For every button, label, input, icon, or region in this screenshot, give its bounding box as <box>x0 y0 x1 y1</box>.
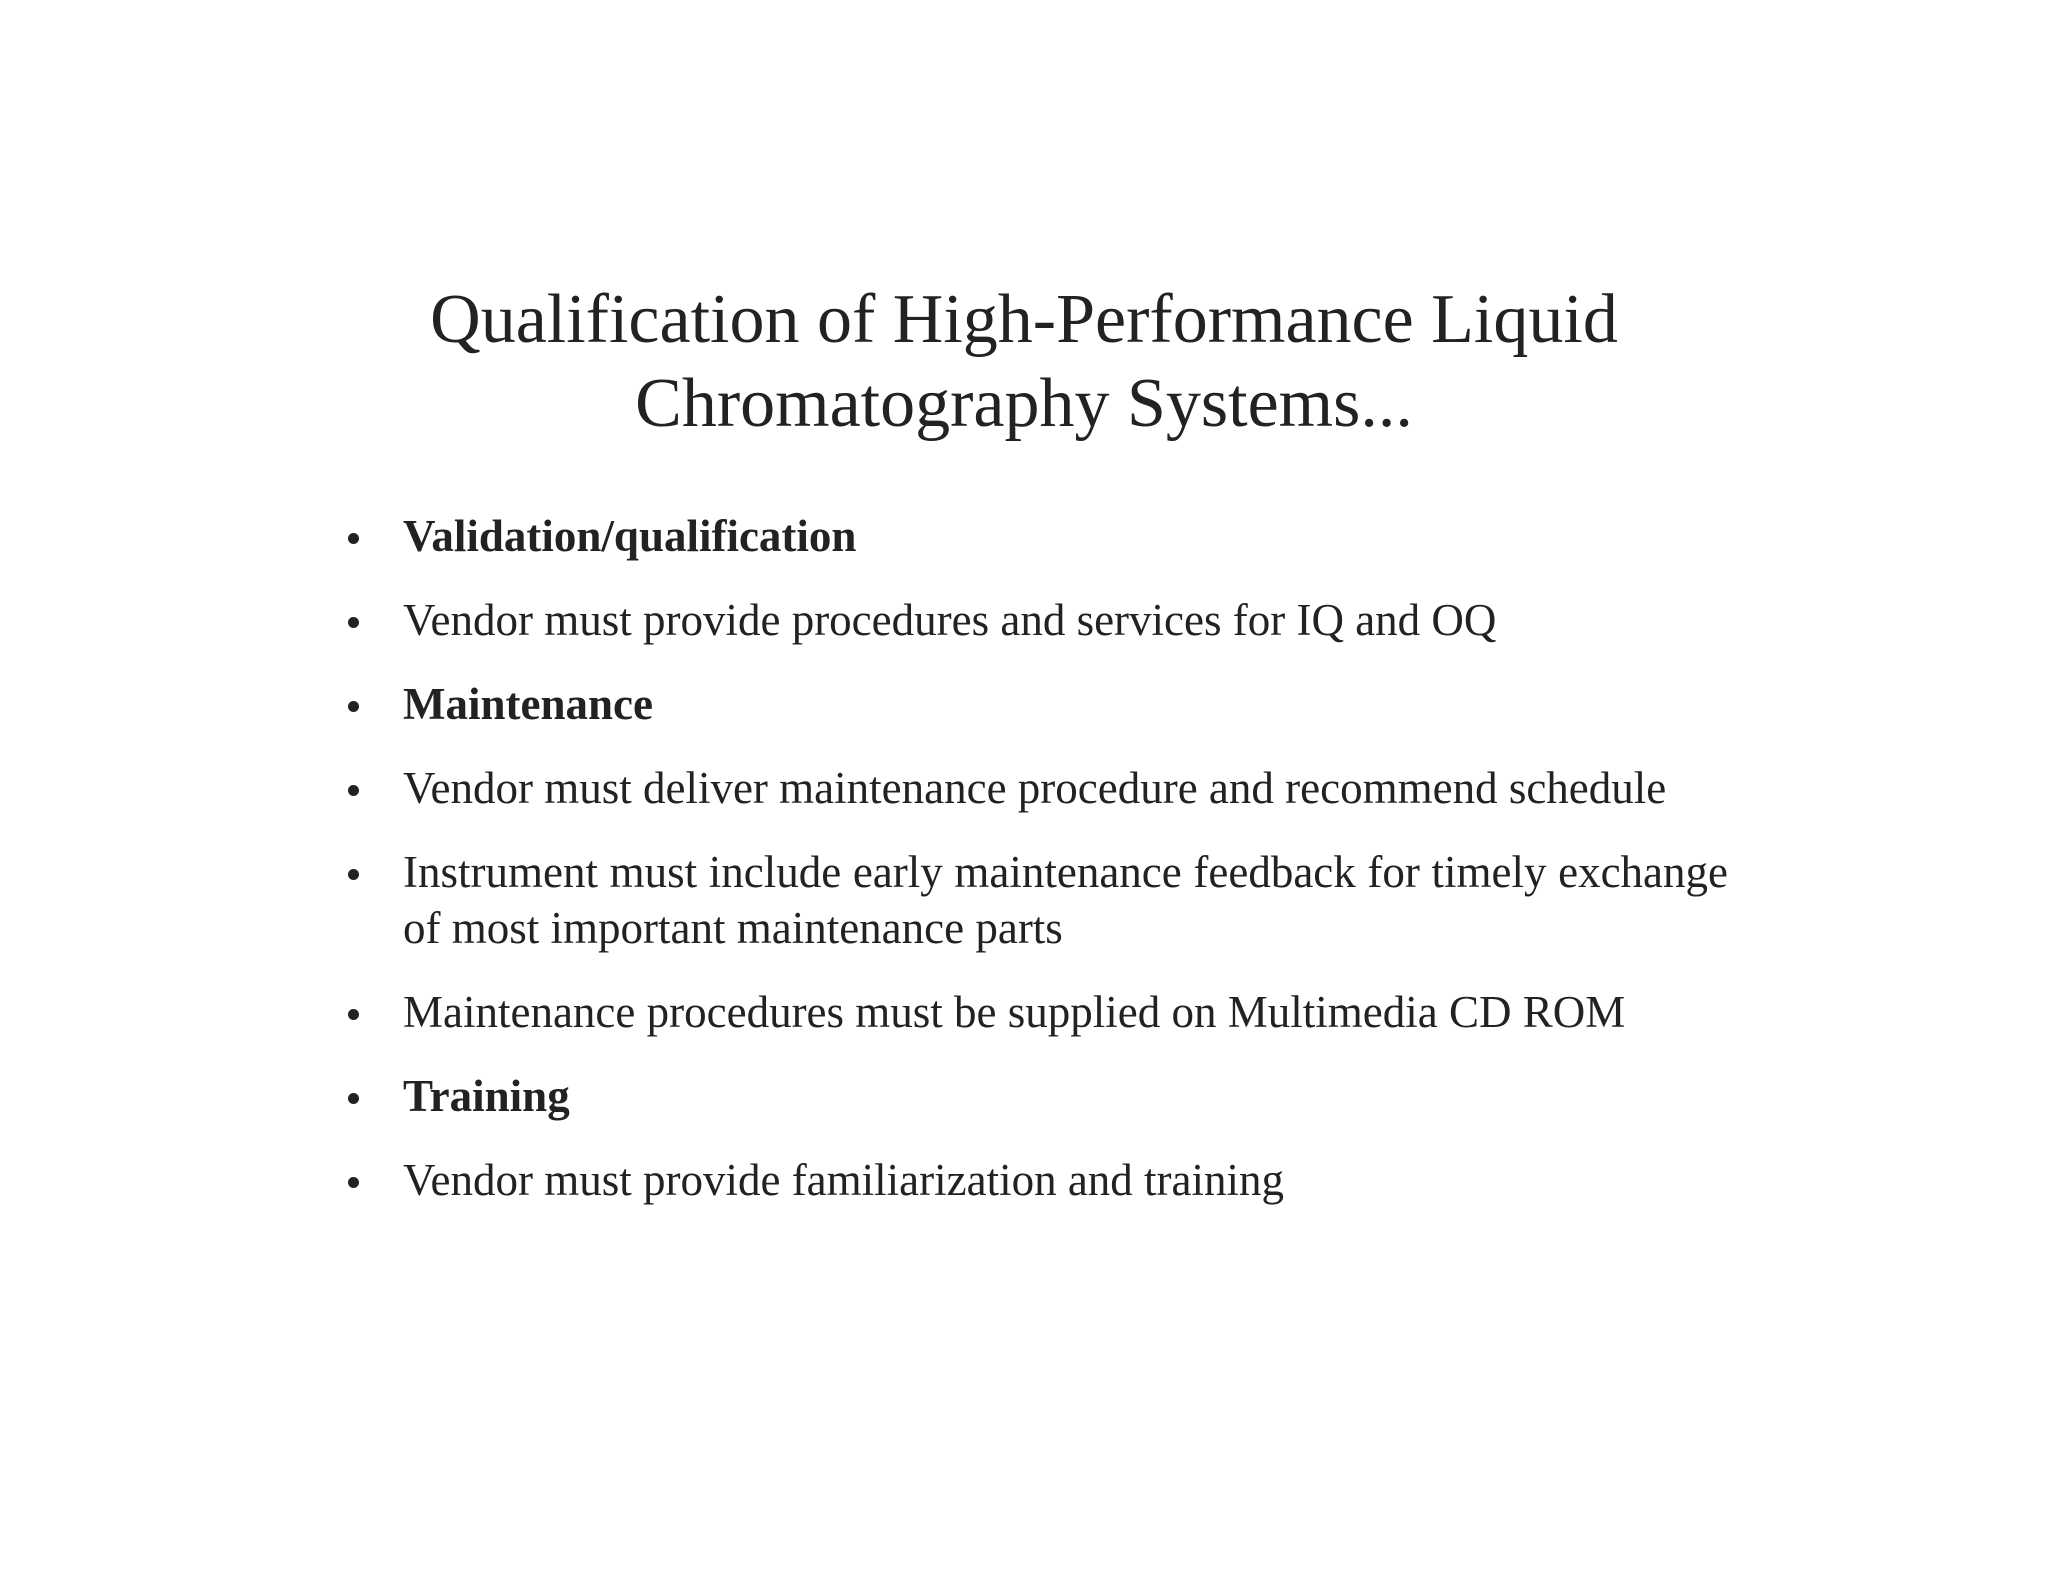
bullet-text: Vendor must provide procedures and services for IQ and OQ <box>403 595 1497 645</box>
bullet-text: Vendor must provide familiarization and training <box>403 1155 1285 1205</box>
slide-title-line-1: Qualification of High-Performance Liquid <box>430 281 1618 358</box>
bullet-text: Validation/qualification <box>403 511 857 561</box>
bullet-dot-icon <box>348 533 359 544</box>
bullet-dot-icon <box>348 617 359 628</box>
bullet-dot-icon <box>348 869 359 880</box>
bullet-list <box>348 508 1728 1236</box>
bullet-text: Maintenance <box>403 679 653 729</box>
slide-title-line-2: Chromatography Systems... <box>635 365 1413 442</box>
bullet-dot-icon <box>348 1009 359 1020</box>
bullet-item-validation-qualification <box>348 508 1728 564</box>
bullet-item-maintenance-schedule <box>348 760 1728 816</box>
slide-title <box>300 278 1748 446</box>
bullet-dot-icon <box>348 1177 359 1188</box>
bullet-text: Vendor must deliver maintenance procedure and recommend schedule <box>403 763 1667 813</box>
bullet-dot-icon <box>348 701 359 712</box>
bullet-item-cd-rom <box>348 984 1728 1040</box>
bullet-item-maintenance <box>348 676 1728 732</box>
bullet-dot-icon <box>348 1093 359 1104</box>
bullet-dot-icon <box>348 785 359 796</box>
bullet-text: Instrument must include early maintenance feedback for timely exchange of most important maintenance parts <box>403 847 1728 953</box>
bullet-item-familiarization <box>348 1152 1728 1208</box>
bullet-item-iq-oq <box>348 592 1728 648</box>
bullet-item-maintenance-feedback <box>348 844 1728 956</box>
bullet-text: Training <box>403 1071 570 1121</box>
bullet-item-training <box>348 1068 1728 1124</box>
bullet-text: Maintenance procedures must be supplied on Multimedia CD ROM <box>403 987 1626 1037</box>
